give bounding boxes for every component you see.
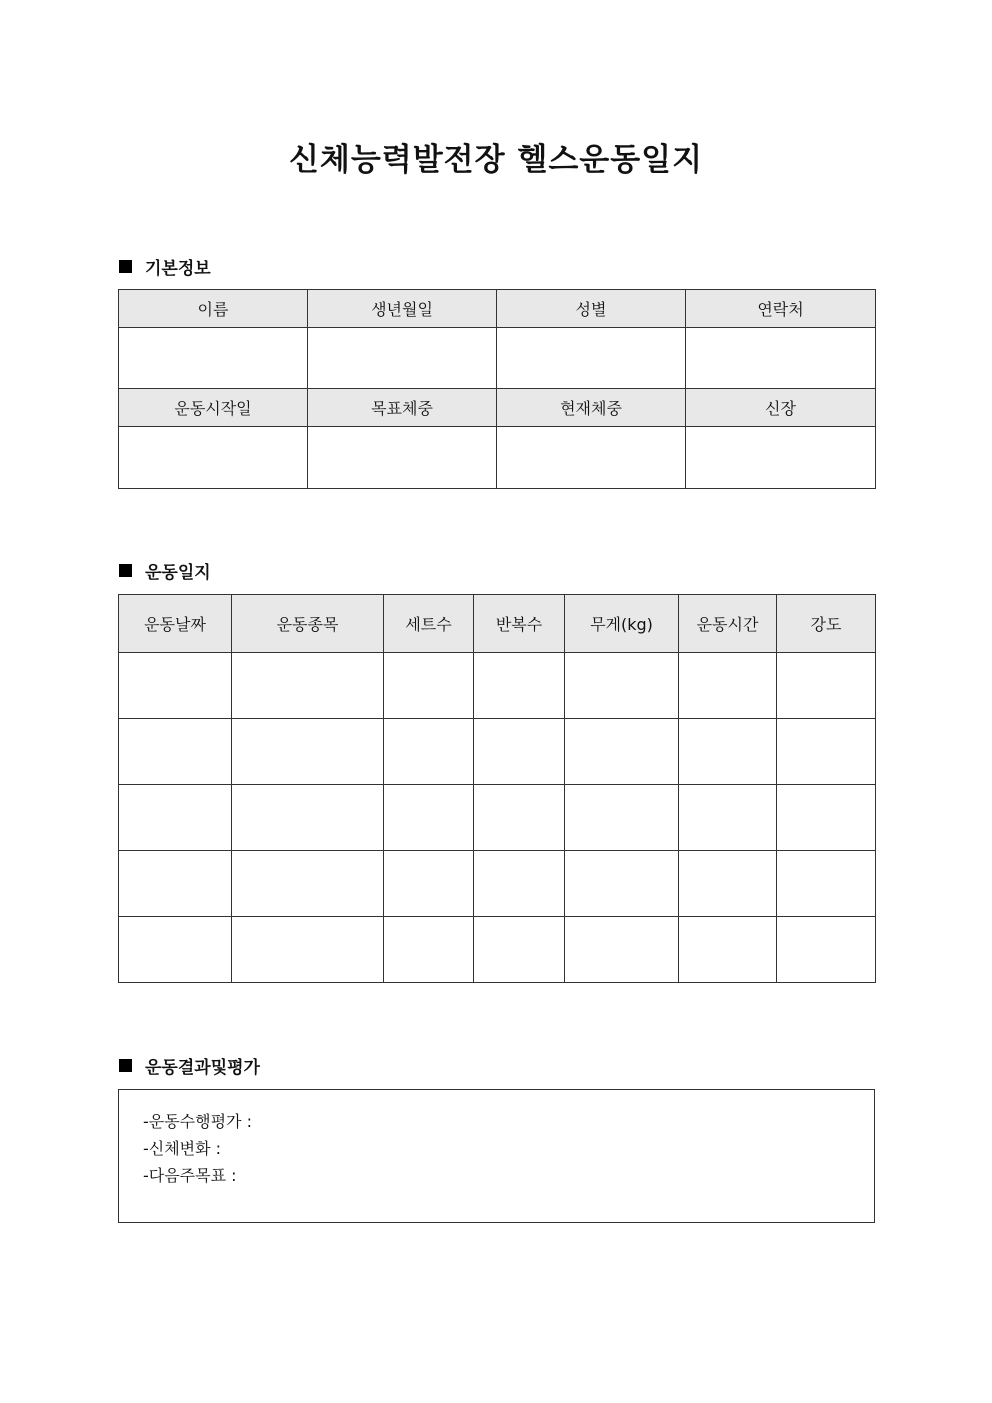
- exercise-log-table: [118, 594, 876, 983]
- exercise-date-cell[interactable]: [119, 851, 232, 917]
- sets-cell[interactable]: [384, 785, 474, 851]
- page-title: 신체능력발전장 헬스운동일지: [288, 142, 704, 178]
- exercise-type-cell[interactable]: [232, 719, 384, 785]
- table-row: [119, 851, 876, 917]
- contact-field[interactable]: [686, 328, 876, 389]
- name-field[interactable]: [119, 328, 308, 389]
- performance-evaluation-line: -운동수행평가 :: [143, 1112, 252, 1131]
- sets-cell[interactable]: [384, 917, 474, 983]
- exercise-date-cell[interactable]: [119, 785, 232, 851]
- exercise-type-cell[interactable]: [232, 785, 384, 851]
- table-row: [119, 653, 876, 719]
- intensity-cell[interactable]: [777, 653, 876, 719]
- intensity-cell[interactable]: [777, 719, 876, 785]
- sets-cell[interactable]: [384, 653, 474, 719]
- header-reps: 반복수: [474, 595, 565, 653]
- intensity-cell[interactable]: [777, 851, 876, 917]
- exercise-date-cell[interactable]: [119, 719, 232, 785]
- start-date-field[interactable]: [119, 427, 308, 489]
- weight-cell[interactable]: [565, 917, 679, 983]
- intensity-cell[interactable]: [777, 917, 876, 983]
- header-height: 신장: [686, 389, 876, 427]
- exercise-type-cell[interactable]: [232, 653, 384, 719]
- current-weight-field[interactable]: [497, 427, 686, 489]
- exercise-date-cell[interactable]: [119, 917, 232, 983]
- square-bullet-icon: [119, 260, 132, 273]
- square-bullet-icon: [119, 564, 132, 577]
- section-basic-info-heading: [119, 254, 211, 279]
- time-cell[interactable]: [679, 851, 777, 917]
- intensity-cell[interactable]: [777, 785, 876, 851]
- weight-cell[interactable]: [565, 719, 679, 785]
- section-exercise-log-label: 운동일지: [145, 563, 211, 583]
- square-bullet-icon: [119, 1059, 132, 1072]
- section-basic-info-label: 기본정보: [145, 259, 211, 279]
- height-field[interactable]: [686, 427, 876, 489]
- header-target-weight: 목표체중: [308, 389, 497, 427]
- time-cell[interactable]: [679, 785, 777, 851]
- section-exercise-log-heading: [119, 558, 211, 583]
- weight-cell[interactable]: [565, 653, 679, 719]
- header-sets: 세트수: [384, 595, 474, 653]
- table-row: [119, 917, 876, 983]
- weight-cell[interactable]: [565, 851, 679, 917]
- gender-field[interactable]: [497, 328, 686, 389]
- next-week-goal-line: -다음주목표 :: [143, 1166, 237, 1185]
- header-exercise-time: 운동시간: [679, 595, 777, 653]
- header-current-weight: 현재체중: [497, 389, 686, 427]
- birthdate-field[interactable]: [308, 328, 497, 389]
- reps-cell[interactable]: [474, 851, 565, 917]
- header-contact: 연락처: [686, 290, 876, 328]
- reps-cell[interactable]: [474, 917, 565, 983]
- time-cell[interactable]: [679, 653, 777, 719]
- header-gender: 성별: [497, 290, 686, 328]
- exercise-type-cell[interactable]: [232, 917, 384, 983]
- reps-cell[interactable]: [474, 653, 565, 719]
- header-start-date: 운동시작일: [119, 389, 308, 427]
- table-row: [119, 719, 876, 785]
- table-row: [119, 785, 876, 851]
- header-name: 이름: [119, 290, 308, 328]
- basic-info-table: [118, 289, 876, 489]
- sets-cell[interactable]: [384, 851, 474, 917]
- time-cell[interactable]: [679, 719, 777, 785]
- body-change-line: -신체변화 :: [143, 1139, 222, 1158]
- header-exercise-date: 운동날짜: [119, 595, 232, 653]
- exercise-date-cell[interactable]: [119, 653, 232, 719]
- target-weight-field[interactable]: [308, 427, 497, 489]
- sets-cell[interactable]: [384, 719, 474, 785]
- time-cell[interactable]: [679, 917, 777, 983]
- weight-cell[interactable]: [565, 785, 679, 851]
- exercise-type-cell[interactable]: [232, 851, 384, 917]
- evaluation-box[interactable]: [118, 1089, 875, 1223]
- header-exercise-type: 운동종목: [232, 595, 384, 653]
- header-weight-kg: 무게(kg): [565, 595, 679, 653]
- header-intensity: 강도: [777, 595, 876, 653]
- reps-cell[interactable]: [474, 785, 565, 851]
- reps-cell[interactable]: [474, 719, 565, 785]
- section-evaluation-heading: [119, 1053, 260, 1078]
- section-evaluation-label: 운동결과및평가: [145, 1058, 260, 1078]
- header-birthdate: 생년월일: [308, 290, 497, 328]
